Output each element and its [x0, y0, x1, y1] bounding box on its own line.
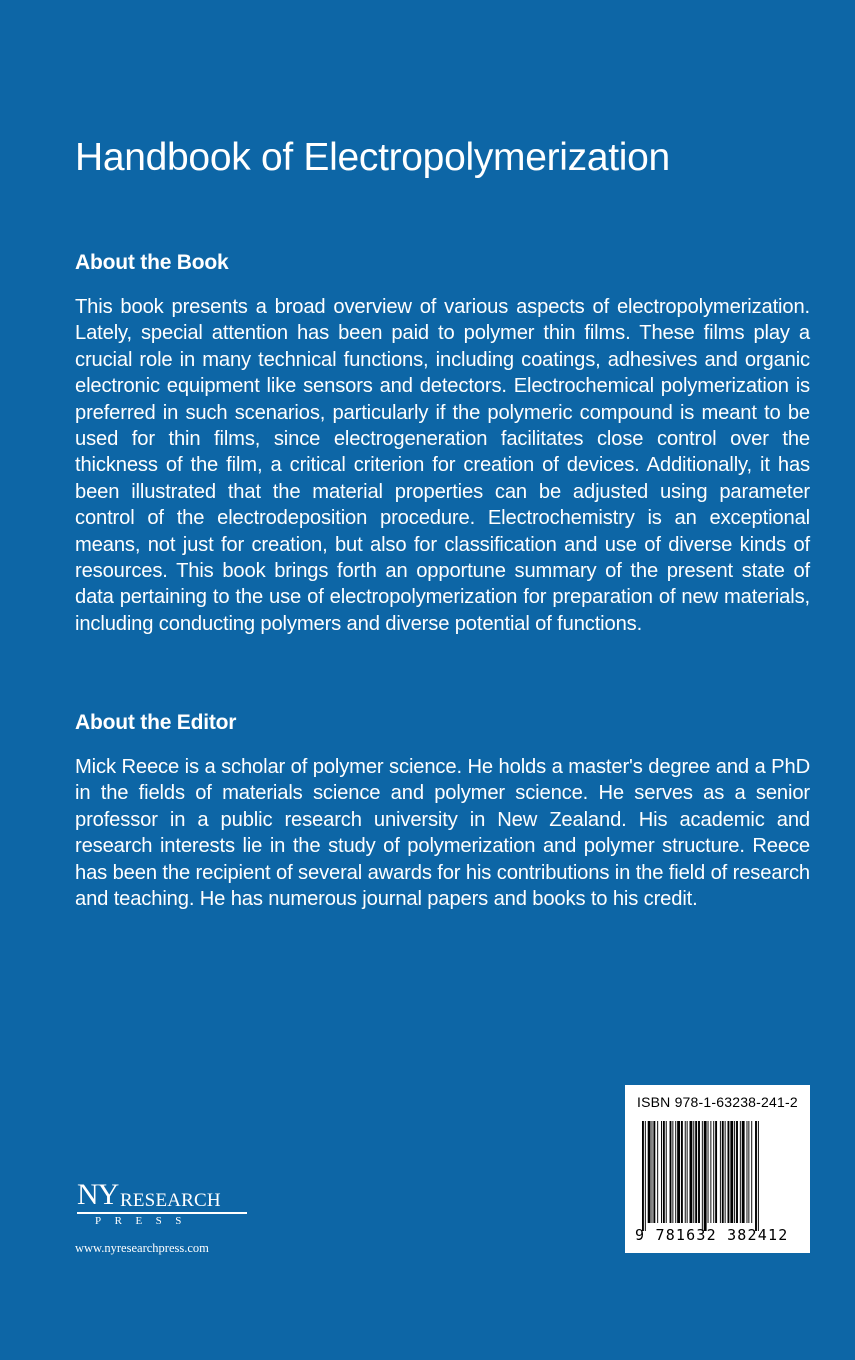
- barcode-bar: [730, 1121, 733, 1223]
- barcode-icon: [642, 1121, 797, 1231]
- barcode-bar: [672, 1121, 673, 1223]
- publisher-ny: NY: [77, 1178, 119, 1211]
- barcode-bar: [722, 1121, 724, 1223]
- publisher-url: www.nyresearchpress.com: [75, 1241, 209, 1255]
- barcode-bar: [740, 1121, 741, 1223]
- barcode-bar: [675, 1121, 676, 1223]
- book-title: Handbook of Electropolymerization: [75, 136, 670, 179]
- barcode-bar: [648, 1121, 651, 1223]
- barcode-bar: [685, 1121, 686, 1223]
- barcode-bar: [657, 1121, 658, 1223]
- barcode-bar: [687, 1121, 688, 1223]
- barcode-digits: 9 781632 382412: [635, 1226, 789, 1244]
- barcode-bar: [748, 1121, 749, 1223]
- barcode-bar: [693, 1121, 694, 1223]
- barcode-bar: [652, 1121, 653, 1223]
- barcode-bar: [728, 1121, 730, 1223]
- barcode-bar: [736, 1121, 738, 1223]
- publisher-logo: [75, 1176, 255, 1261]
- barcode-bar: [710, 1121, 711, 1223]
- barcode-bar: [704, 1121, 707, 1231]
- isbn-barcode-box: [625, 1085, 810, 1253]
- barcode-bar: [698, 1121, 700, 1223]
- barcode-bar: [747, 1121, 748, 1223]
- publisher-press: PRESS: [95, 1215, 195, 1227]
- barcode-bar: [670, 1121, 672, 1223]
- barcode-bar: [734, 1121, 735, 1223]
- barcode-bar: [758, 1121, 759, 1231]
- barcode-bar: [715, 1121, 717, 1223]
- barcode-bar: [645, 1121, 646, 1231]
- about-editor-text: Mick Reece is a scholar of polymer science. He holds a master's degree and a PhD in the fields of materials science and polymer science. He serves as a senior professor in a public research university in New Zealand. His academic and research interests lie in the study of polymerization and polymer structure. Reece has been the recipient of several awards for his contributions in the field of research and teaching. He has numerous journal papers and books to his credit.: [75, 756, 810, 911]
- barcode-bar: [663, 1121, 665, 1223]
- barcode-bar: [666, 1121, 667, 1223]
- barcode-bar: [690, 1121, 693, 1223]
- barcode-bar: [713, 1121, 714, 1223]
- barcode-bar: [742, 1121, 745, 1223]
- barcode-bar: [681, 1121, 683, 1223]
- barcode-bar: [653, 1121, 655, 1223]
- about-editor-heading: About the Editor: [75, 711, 237, 734]
- barcode-bar: [695, 1121, 697, 1223]
- barcode-bar: [677, 1121, 680, 1223]
- barcode-bar: [642, 1121, 644, 1231]
- publisher-rule: [77, 1212, 247, 1214]
- barcode-bar: [720, 1121, 721, 1223]
- barcode-bar: [708, 1121, 709, 1223]
- barcode-bar: [725, 1121, 726, 1223]
- publisher-research: RESEARCH: [120, 1190, 221, 1211]
- about-book-text: This book presents a broad overview of various aspects of electropolymerization. Lately, special attention has been paid to polymer thin films. These films play a crucial role in many technical functions, including coatings, adhesives and organic electronic equipment like sensors and detectors. Electrochemical polymerization is preferred in such scenarios, particularly if the polymeric compound is meant to be used for thin films, since electrogeneration facilitates close control over the thickness of the film, a critical criterion for creation of devices. Additionally, it has been illustrated that the material properties can be adjusted using parameter control of the electrodeposition procedure. Electrochemistry is an exceptional means, not just for creation, but also for classification and use of diverse kinds of resources. This book brings forth an opportune summary of the present state of data pertaining to the use of electropolymerization for preparation of new materials, including conducting polymers and diverse potential of functions.: [75, 296, 810, 635]
- barcode-bar: [755, 1121, 757, 1231]
- barcode-bar: [751, 1121, 752, 1223]
- about-book-heading: About the Book: [75, 251, 229, 274]
- barcode-bar: [702, 1121, 703, 1231]
- isbn-label: ISBN 978-1-63238-241-2: [637, 1094, 798, 1110]
- barcode-bar: [661, 1121, 662, 1223]
